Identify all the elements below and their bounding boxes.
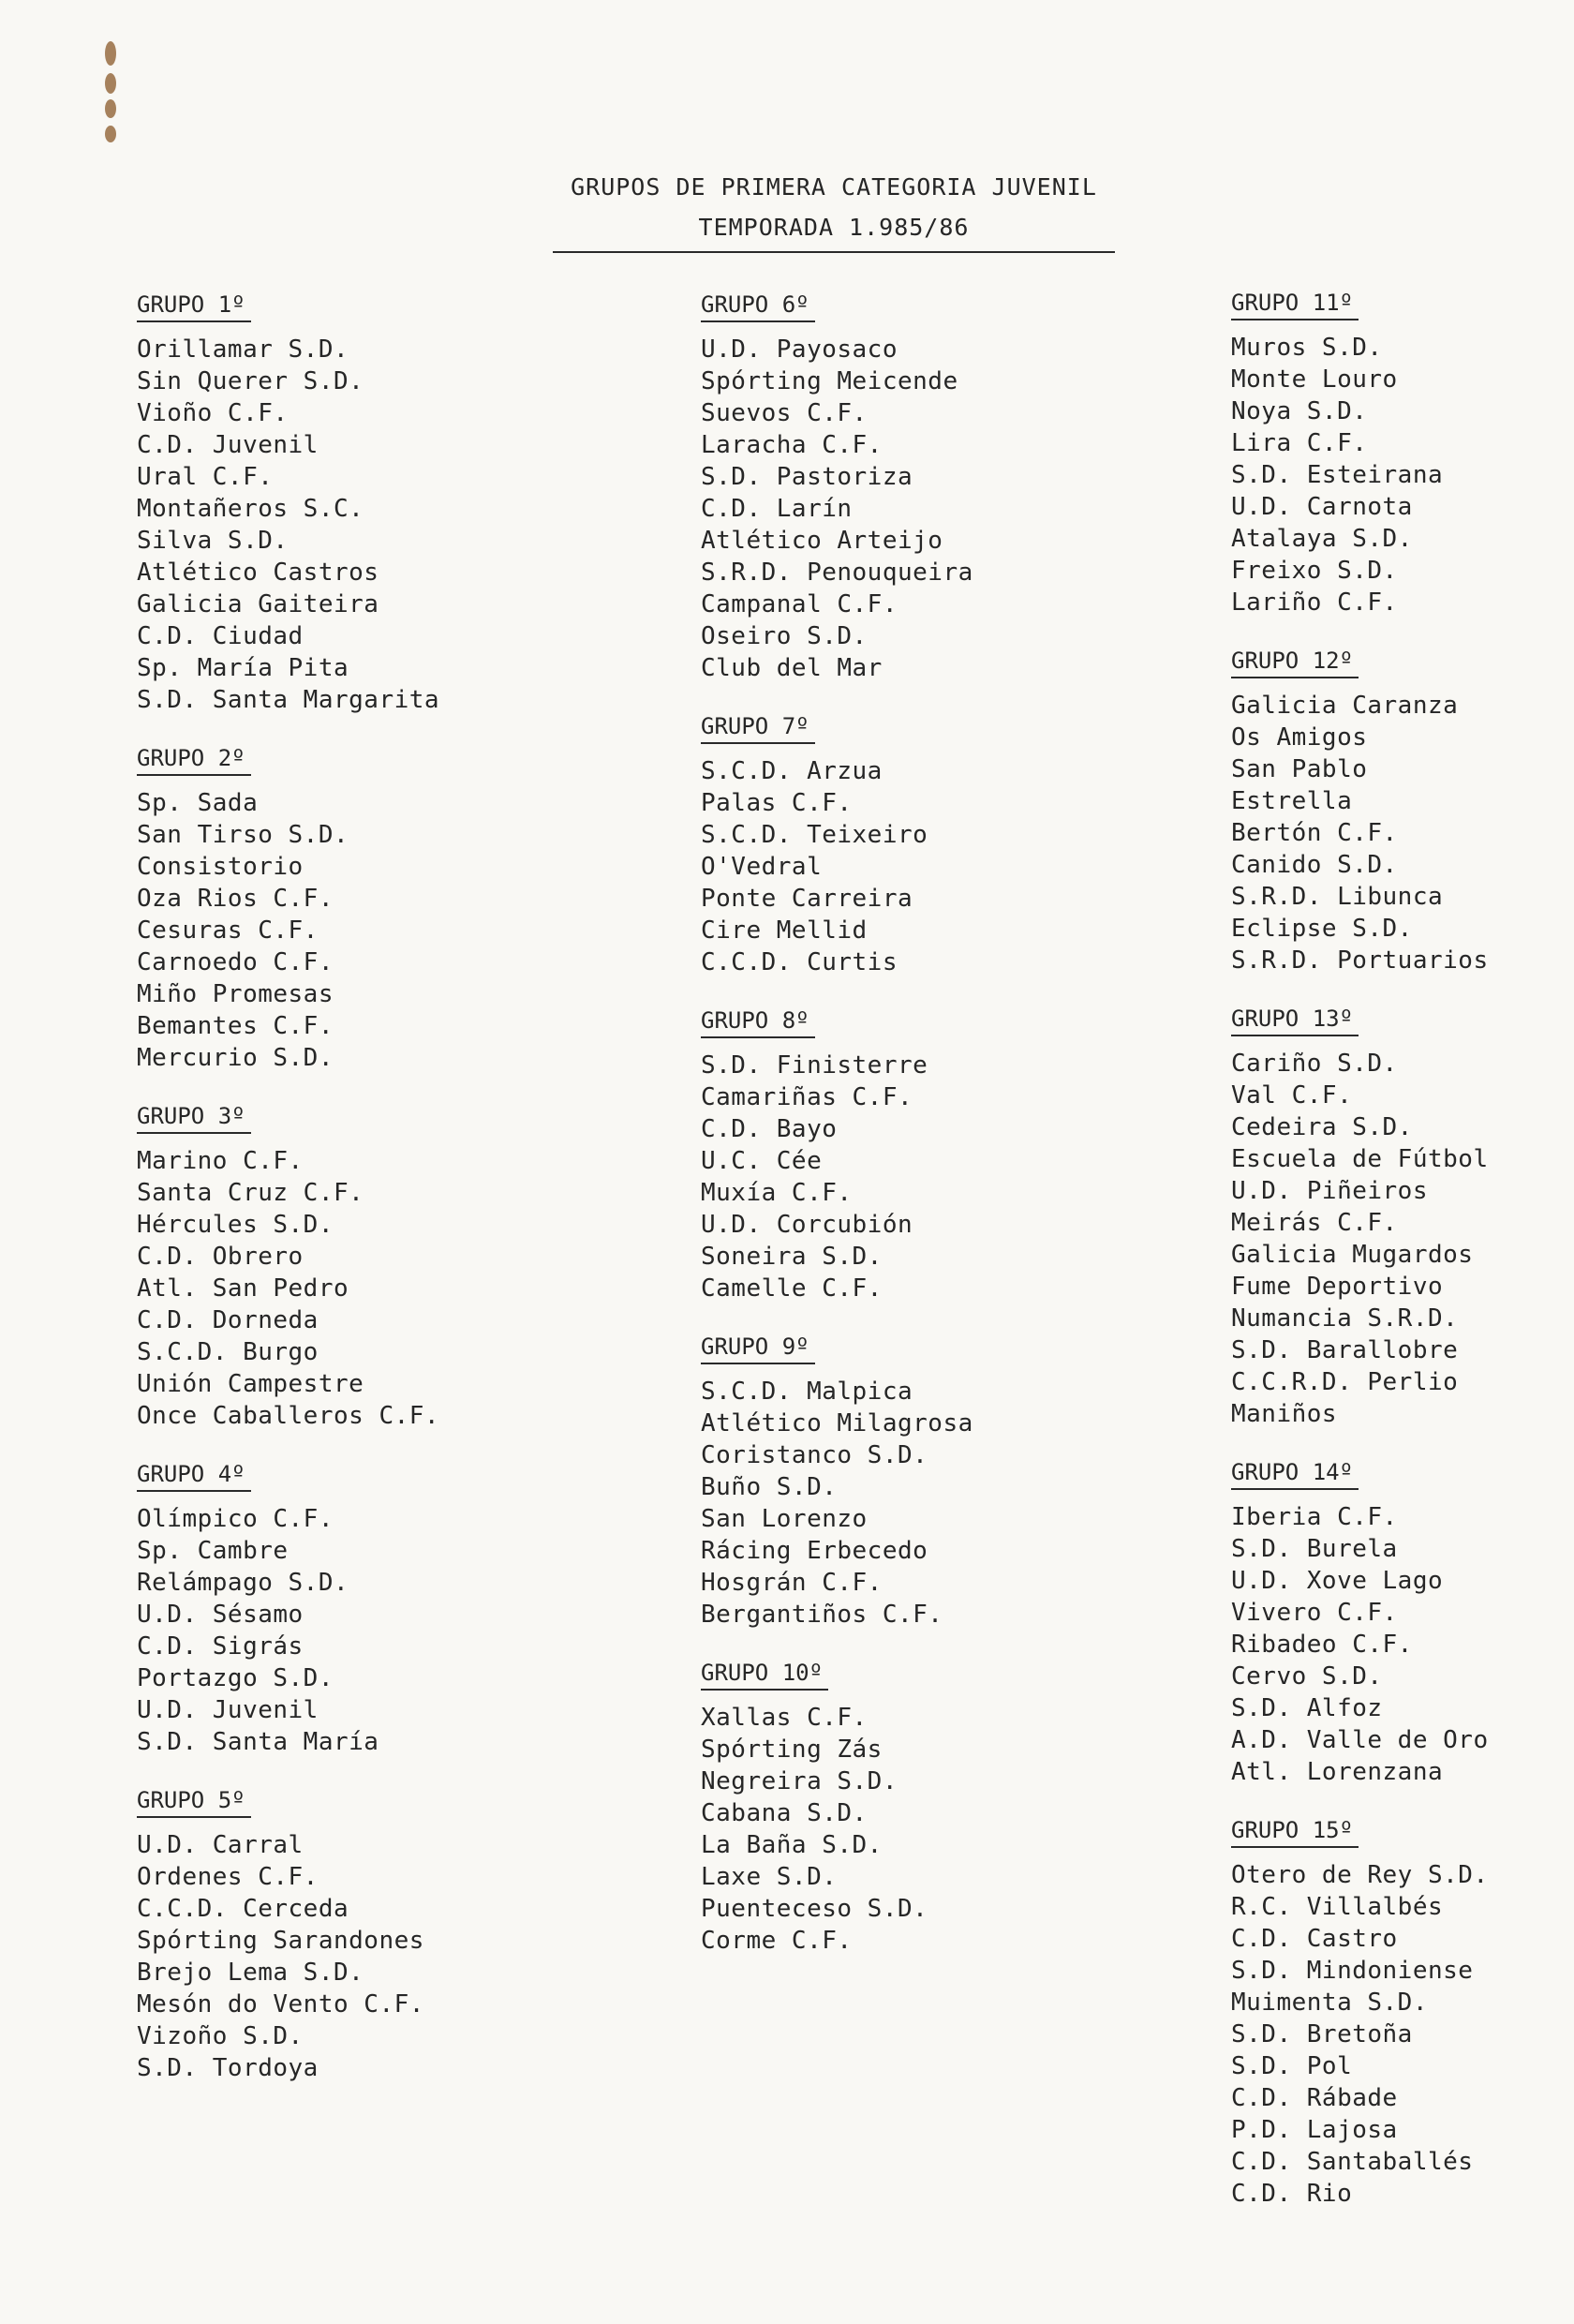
team-name: S.D. Pastoriza (701, 463, 913, 491)
team-name: S.D. Mindoniense (1231, 1957, 1474, 1985)
group-block (701, 1657, 1188, 1957)
team-name: Ribadeo C.F. (1231, 1631, 1413, 1659)
group-heading: GRUPO 7º (701, 710, 815, 744)
team-name: S.D. Bretoña (1231, 2020, 1413, 2048)
team-name: Sin Querer S.D. (137, 367, 364, 395)
team-name: Atl. Lorenzana (1231, 1758, 1444, 1786)
team-name: Sp. Sada (137, 789, 259, 817)
team-name: S.D. Santa Margarita (137, 686, 440, 714)
group-block (1231, 287, 1574, 618)
team-name: Ordenes C.F. (137, 1863, 319, 1891)
team-name: Escuela de Fútbol (1231, 1145, 1489, 1173)
team-name: U.D. Payosaco (701, 335, 898, 364)
team-name: Cariño S.D. (1231, 1050, 1398, 1078)
team-name: Noya S.D. (1231, 397, 1368, 425)
team-name: P.D. Lajosa (1231, 2116, 1398, 2144)
group-heading: GRUPO 10º (701, 1657, 828, 1691)
team-name: S.D. Burela (1231, 1535, 1398, 1563)
team-name: Atlético Milagrosa (701, 1409, 973, 1438)
team-name: C.D. Sigrás (137, 1632, 304, 1661)
team-name: C.C.D. Curtis (701, 948, 898, 976)
team-name: Montañeros S.C. (137, 495, 364, 523)
team-name: C.D. Ciudad (137, 622, 304, 650)
team-name: Freixo S.D. (1231, 557, 1398, 585)
team-name: Unión Campestre (137, 1370, 364, 1398)
team-name: Once Caballeros C.F. (137, 1402, 440, 1430)
team-name: Canido S.D. (1231, 851, 1398, 879)
team-name: Camelle C.F. (701, 1274, 883, 1303)
team-name: Vivero C.F. (1231, 1599, 1398, 1627)
group-heading: GRUPO 8º (701, 1005, 815, 1038)
team-name: S.D. Pol (1231, 2052, 1353, 2080)
team-name: Maniños (1231, 1400, 1338, 1428)
team-name: S.D. Tordoya (137, 2054, 319, 2082)
team-name: Spórting Zás (701, 1736, 883, 1764)
team-name: Consistorio (137, 853, 304, 881)
group-block (701, 1331, 1188, 1631)
group-block (1231, 1456, 1574, 1788)
team-name: S.D. Alfoz (1231, 1694, 1383, 1722)
team-name: Muros S.D. (1231, 334, 1383, 362)
team-name: A.D. Valle de Oro (1231, 1726, 1489, 1754)
team-name: Cervo S.D. (1231, 1662, 1383, 1691)
team-name: Ural C.F. (137, 463, 274, 491)
team-name: Soneira S.D. (701, 1243, 883, 1271)
team-name: C.D. Rio (1231, 2180, 1353, 2208)
group-heading: GRUPO 9º (701, 1331, 815, 1364)
team-name: Puenteceso S.D. (701, 1895, 928, 1923)
team-name: Cesuras C.F. (137, 916, 319, 945)
group-block (137, 1100, 624, 1432)
team-name: Silva S.D. (137, 527, 289, 555)
team-name: Carnoedo C.F. (137, 948, 334, 976)
group-heading: GRUPO 3º (137, 1100, 251, 1134)
group-heading: GRUPO 1º (137, 289, 251, 322)
team-name: Cabana S.D. (701, 1799, 868, 1827)
team-name: C.D. Juvenil (137, 431, 319, 459)
document-title: GRUPOS DE PRIMERA CATEGORIA JUVENIL (571, 173, 1097, 201)
team-name: C.C.D. Cerceda (137, 1895, 349, 1923)
team-name: Bertón C.F. (1231, 819, 1398, 847)
team-name: U.D. Sésamo (137, 1601, 304, 1629)
group-block (1231, 645, 1574, 976)
team-name: S.C.D. Burgo (137, 1338, 319, 1366)
team-name: O'Vedral (701, 853, 823, 881)
team-name: Miño Promesas (137, 980, 334, 1008)
team-name: S.D. Finisterre (701, 1051, 928, 1080)
team-name: S.D. Esteirana (1231, 461, 1444, 489)
column-1 (137, 289, 624, 2110)
team-name: U.D. Carral (137, 1831, 304, 1859)
team-name: Corme C.F. (701, 1927, 853, 1955)
team-name: Numancia S.R.D. (1231, 1304, 1459, 1333)
team-name: C.D. Bayo (701, 1115, 838, 1143)
document-subtitle: TEMPORADA 1.985/86 (698, 214, 970, 241)
team-name: Galicia Mugardos (1231, 1241, 1474, 1269)
team-name: U.C. Cée (701, 1147, 823, 1175)
team-name: Muimenta S.D. (1231, 1989, 1428, 2017)
team-name: Campanal C.F. (701, 590, 898, 618)
team-name: Hosgrán C.F. (701, 1569, 883, 1597)
team-name: Ponte Carreira (701, 885, 913, 913)
team-name: C.D. Santaballés (1231, 2148, 1474, 2176)
team-name: Xallas C.F. (701, 1704, 868, 1732)
group-block (137, 1784, 624, 2084)
column-2 (701, 289, 1188, 1983)
team-name: Eclipse S.D. (1231, 915, 1413, 943)
team-name: Camariñas C.F. (701, 1083, 913, 1111)
group-heading: GRUPO 4º (137, 1458, 251, 1492)
group-heading: GRUPO 2º (137, 742, 251, 776)
team-name: Cedeira S.D. (1231, 1113, 1413, 1141)
team-name: U.D. Carnota (1231, 493, 1413, 521)
team-name: Portazgo S.D. (137, 1664, 334, 1692)
team-name: Laxe S.D. (701, 1863, 838, 1891)
team-name: Oseiro S.D. (701, 622, 868, 650)
team-name: Olímpico C.F. (137, 1505, 334, 1533)
team-name: San Lorenzo (701, 1505, 868, 1533)
team-name: Otero de Rey S.D. (1231, 1861, 1489, 1889)
team-name: Suevos C.F. (701, 399, 868, 427)
team-name: C.D. Larín (701, 495, 853, 523)
team-name: Lira C.F. (1231, 429, 1368, 457)
team-name: Orillamar S.D. (137, 335, 349, 364)
team-name: S.D. Santa María (137, 1728, 379, 1756)
group-block (137, 1458, 624, 1758)
team-name: Sp. Cambre (137, 1537, 289, 1565)
group-heading: GRUPO 15º (1231, 1814, 1359, 1848)
team-name: Meirás C.F. (1231, 1209, 1398, 1237)
team-name: Negreira S.D. (701, 1767, 898, 1795)
team-name: C.D. Castro (1231, 1925, 1398, 1953)
team-name: S.R.D. Penouqueira (701, 559, 973, 587)
team-name: S.R.D. Portuarios (1231, 946, 1489, 975)
team-name: U.D. Corcubión (701, 1211, 913, 1239)
team-name: Val C.F. (1231, 1081, 1353, 1110)
staple-mark (101, 41, 120, 159)
group-heading: GRUPO 5º (137, 1784, 251, 1818)
team-name: S.C.D. Malpica (701, 1378, 913, 1406)
team-name: S.R.D. Libunca (1231, 883, 1444, 911)
team-name: C.C.R.D. Perlio (1231, 1368, 1459, 1396)
team-name: Club del Mar (701, 654, 883, 682)
team-name: Mesón do Vento C.F. (137, 1990, 424, 2019)
team-name: Santa Cruz C.F. (137, 1179, 364, 1207)
team-name: Iberia C.F. (1231, 1503, 1398, 1531)
team-name: Brejo Lema S.D. (137, 1959, 364, 1987)
group-heading: GRUPO 14º (1231, 1456, 1359, 1490)
team-name: R.C. Villalbés (1231, 1893, 1444, 1921)
team-name: C.D. Rábade (1231, 2084, 1398, 2112)
team-name: Bergantiños C.F. (701, 1601, 943, 1629)
team-name: Galicia Gaiteira (137, 590, 379, 618)
team-name: Fume Deportivo (1231, 1273, 1444, 1301)
team-name: Palas C.F. (701, 789, 853, 817)
team-name: Buño S.D. (701, 1473, 838, 1501)
team-name: U.D. Juvenil (137, 1696, 319, 1724)
team-name: S.C.D. Arzua (701, 757, 883, 785)
team-name: C.D. Obrero (137, 1243, 304, 1271)
team-name: Hércules S.D. (137, 1211, 334, 1239)
document-header (553, 167, 1115, 253)
team-name: San Tirso S.D. (137, 821, 349, 849)
group-block (701, 289, 1188, 684)
team-name: S.C.D. Teixeiro (701, 821, 928, 849)
team-name: Cire Mellid (701, 916, 868, 945)
team-name: Atlético Arteijo (701, 527, 943, 555)
team-name: S.D. Barallobre (1231, 1336, 1459, 1364)
column-3 (1231, 287, 1574, 2236)
group-block (701, 1005, 1188, 1304)
group-heading: GRUPO 6º (701, 289, 815, 322)
group-block (137, 742, 624, 1074)
group-heading: GRUPO 11º (1231, 287, 1359, 320)
team-name: Relámpago S.D. (137, 1569, 349, 1597)
group-block (137, 289, 624, 716)
team-name: Estrella (1231, 787, 1353, 815)
team-name: U.D. Xove Lago (1231, 1567, 1444, 1595)
team-name: Mercurio S.D. (137, 1044, 334, 1072)
team-name: U.D. Piñeiros (1231, 1177, 1428, 1205)
group-heading: GRUPO 12º (1231, 645, 1359, 678)
team-name: Bemantes C.F. (137, 1012, 334, 1040)
group-heading: GRUPO 13º (1231, 1003, 1359, 1036)
group-block (1231, 1814, 1574, 2210)
team-name: Rácing Erbecedo (701, 1537, 928, 1565)
team-name: Coristanco S.D. (701, 1441, 928, 1469)
team-name: Atalaya S.D. (1231, 525, 1413, 553)
team-name: Galicia Caranza (1231, 692, 1459, 720)
team-name: Lariño C.F. (1231, 588, 1398, 617)
team-name: Sp. María Pita (137, 654, 349, 682)
team-name: Vioño C.F. (137, 399, 289, 427)
group-block (701, 710, 1188, 978)
team-name: Spórting Sarandones (137, 1927, 424, 1955)
team-name: Atlético Castros (137, 559, 379, 587)
team-name: C.D. Dorneda (137, 1306, 319, 1334)
team-name: La Baña S.D. (701, 1831, 883, 1859)
team-name: Marino C.F. (137, 1147, 304, 1175)
team-name: San Pablo (1231, 755, 1368, 783)
team-name: Spórting Meicende (701, 367, 958, 395)
team-name: Os Amigos (1231, 723, 1368, 752)
team-name: Vizoño S.D. (137, 2022, 304, 2050)
header-underline (553, 251, 1115, 253)
team-name: Monte Louro (1231, 365, 1398, 394)
team-name: Atl. San Pedro (137, 1274, 349, 1303)
group-block (1231, 1003, 1574, 1430)
team-name: Oza Rios C.F. (137, 885, 334, 913)
team-name: Laracha C.F. (701, 431, 883, 459)
team-name: Muxía C.F. (701, 1179, 853, 1207)
